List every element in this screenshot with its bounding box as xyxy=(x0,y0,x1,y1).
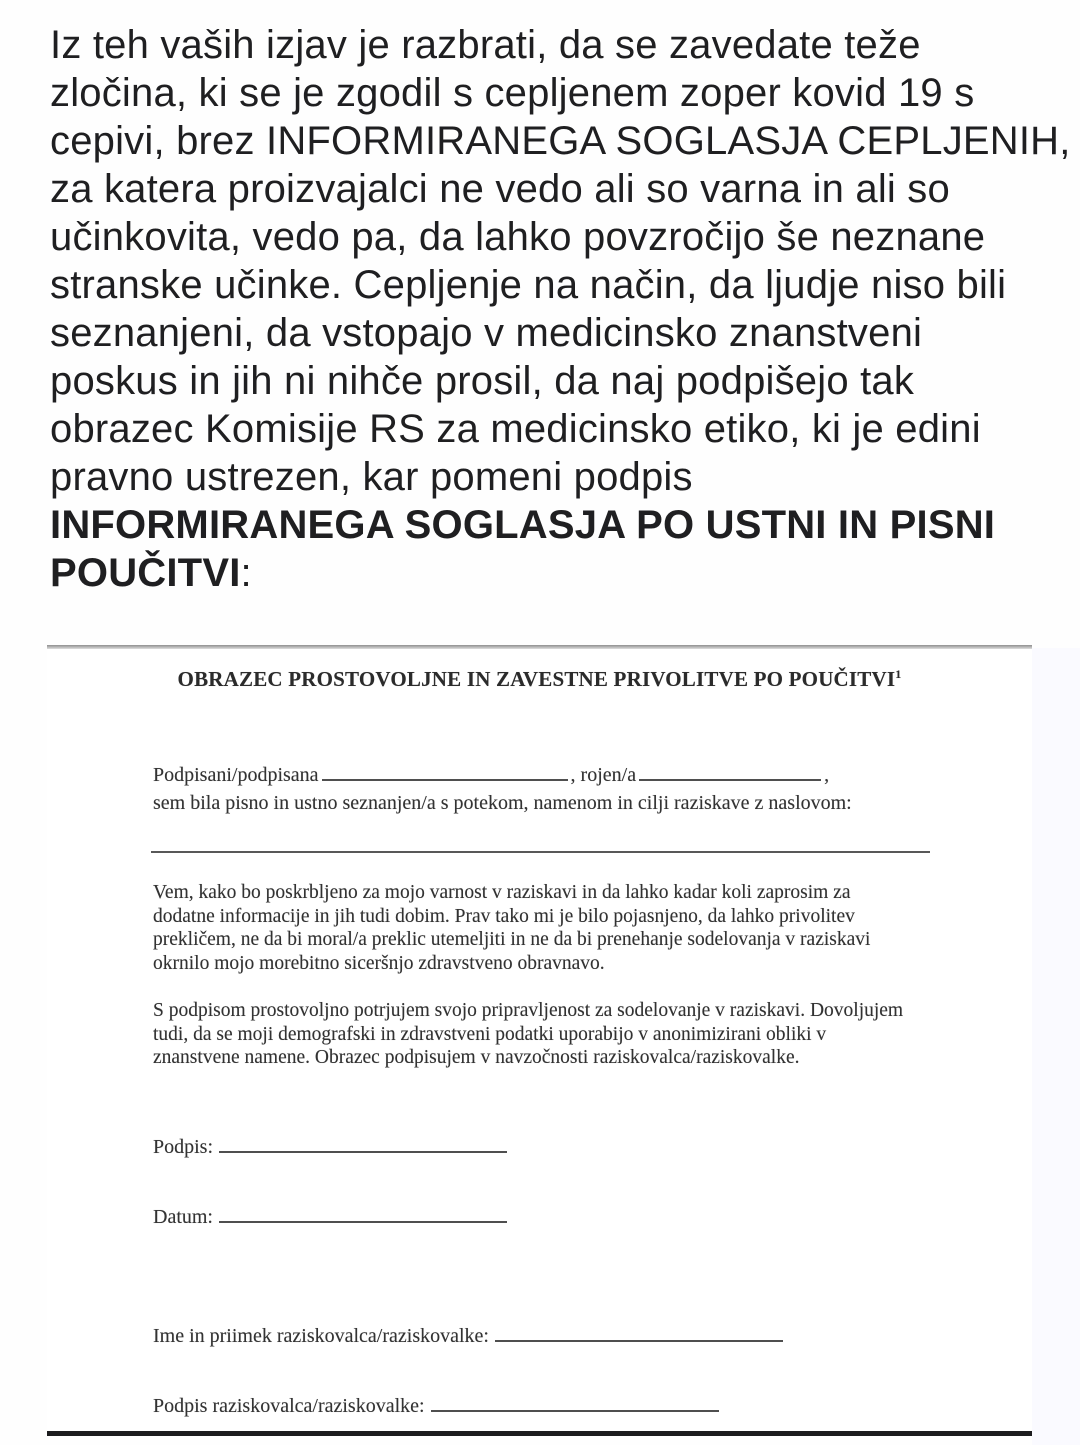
text-line: prekličem, ne da bi moral/a preklic utemeljiti in ne da bi prenehanje sodelovanja v raziskavi xyxy=(153,929,871,950)
page-margin-strip xyxy=(1032,648,1080,1445)
text-line: zločina, ki se je zgodil s cepljenem zoper kovid 19 s xyxy=(50,71,975,115)
scan-bottom-edge xyxy=(47,1431,1032,1436)
researcher-signature-blank-line xyxy=(431,1395,719,1412)
text-line: Vem, kako bo poskrbljeno za mojo varnost v raziskavi in da lahko kadar koli zaprosim za xyxy=(153,882,851,903)
text-line: znanstvene namene. Obrazec podpisujem v navzočnosti raziskovalca/raziskovalke. xyxy=(153,1047,800,1068)
researcher-name-field xyxy=(153,1325,786,1348)
signer-label: Podpisani/podpisana xyxy=(153,764,319,786)
birthdate-blank-line xyxy=(639,764,821,781)
text-line: cepivi, brez INFORMIRANEGA SOGLASJA CEPLJENIH, xyxy=(50,119,1071,163)
name-blank-line xyxy=(322,764,568,781)
text-line: tudi, da se moji demografski in zdravstveni podatki uporabijo v anonimizirani obliki v xyxy=(153,1023,827,1045)
date-label: Datum: xyxy=(153,1206,213,1228)
intro-bold-phrase: POUČITVI xyxy=(50,551,241,595)
text-line: dodatne informacije in jih tudi dobim. Prav tako mi je bilo pojasnjeno, da lahko privolitev xyxy=(153,905,855,927)
paragraph-consent xyxy=(153,999,903,1070)
signature-label: Podpis: xyxy=(153,1136,214,1158)
researcher-name-blank-line xyxy=(495,1325,783,1342)
signer-block xyxy=(153,761,963,817)
intro-text-lines xyxy=(50,21,1071,501)
text-line: stranske učinke. Cepljenje na način, da ljudje niso bili xyxy=(50,263,1007,307)
intro-paragraph xyxy=(50,21,1071,597)
born-label: , rojen/a xyxy=(570,764,637,786)
intro-bold-line-2 xyxy=(50,549,1060,597)
intro-bold-line-1: INFORMIRANEGA SOGLASJA PO USTNI IN PISNI xyxy=(50,503,996,547)
signature-blank-line xyxy=(219,1136,507,1153)
text-line: učinkovita, vedo pa, da lahko povzročijo še neznane xyxy=(50,215,986,259)
date-field xyxy=(153,1206,510,1229)
researcher-name-label: Ime in priimek raziskovalca/raziskovalke: xyxy=(153,1325,489,1347)
text-line: poskus in jih ni nihče prosil, da naj podpišejo tak xyxy=(50,359,915,403)
researcher-signature-field xyxy=(153,1395,722,1418)
research-title-blank-line xyxy=(151,851,930,853)
text-line: obrazec Komisije RS za medicinsko etiko, ki je edini xyxy=(50,407,981,451)
trailing-comma: , xyxy=(824,764,830,786)
form-title xyxy=(47,667,1032,692)
footnote-marker: 1 xyxy=(895,667,902,681)
paragraph-safety xyxy=(153,881,870,975)
date-blank-line xyxy=(219,1206,507,1223)
text-line: okrnilo mojo morebitno siceršnjo zdravstveno obravnavo. xyxy=(153,952,605,974)
scan-top-edge xyxy=(47,645,1032,649)
text-line: za katera proizvajalci ne vedo ali so varna in ali so xyxy=(50,167,950,211)
researcher-signature-label: Podpis raziskovalca/raziskovalke: xyxy=(153,1395,425,1417)
intro-colon: : xyxy=(240,551,252,595)
text-line: pravno ustrezen, kar pomeni podpis xyxy=(50,455,693,499)
text-line: Iz teh vaših izjav je razbrati, da se zavedate teže xyxy=(50,23,921,67)
signature-field xyxy=(153,1136,510,1159)
consent-form-scan xyxy=(47,645,1032,1436)
form-title-text: OBRAZEC PROSTOVOLJNE IN ZAVESTNE PRIVOLITVE PO POUČITVI xyxy=(177,667,896,691)
signer-line-2: sem bila pisno in ustno seznanjen/a s potekom, namenom in cilji raziskave z naslovom: xyxy=(153,792,852,814)
signer-line xyxy=(153,761,963,789)
text-line: S podpisom prostovoljno potrjujem svojo pripravljenost za sodelovanje v raziskavi. Dovoljujem xyxy=(153,1000,904,1021)
text-line: seznanjeni, da vstopajo v medicinsko znanstveni xyxy=(50,311,923,355)
